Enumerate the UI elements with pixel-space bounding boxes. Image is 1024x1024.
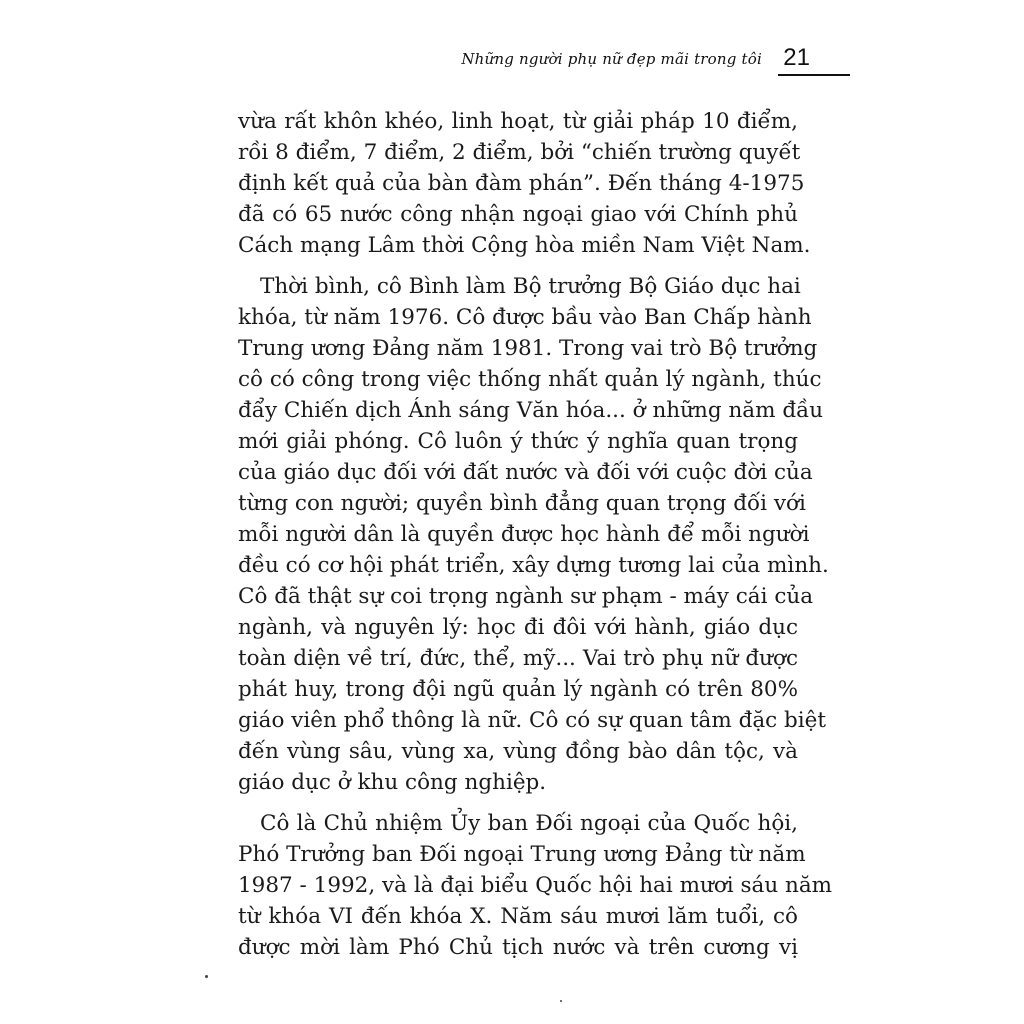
paragraph-spacer [238,798,798,808]
paragraph-2 [238,271,829,798]
text-line: Trung ương Đảng năm 1981. Trong vai trò Bộ trưởng [238,336,818,361]
text-line: 1987 - 1992, và là đại biểu Quốc hội hai mươi sáu năm [238,873,833,898]
text-line: toàn diện về trí, đức, thể, mỹ... Vai trò phụ nữ được [238,646,798,671]
text-line: được mời làm Phó Chủ tịch nước và trên cương vị [238,935,798,960]
text-line: mới giải phóng. Cô luôn ý thức ý nghĩa quan trọng [238,429,798,454]
running-header [461,44,850,76]
text-line: giáo viên phổ thông là nữ. Cô có sự quan tâm đặc biệt [238,708,827,733]
paragraph-spacer [238,261,798,271]
text-line: đã có 65 nước công nhận ngoại giao với Chính phủ [238,202,798,227]
paragraph-3 [238,808,833,963]
text-line: rồi 8 điểm, 7 điểm, 2 điểm, bởi “chiến trường quyết [238,140,801,165]
text-line: Cô đã thật sự coi trọng ngành sư phạm - máy cái của [238,584,814,609]
text-line: Cô là Chủ nhiệm Ủy ban Đối ngoại của Quốc hội, [260,811,798,836]
text-line: khóa, từ năm 1976. Cô được bầu vào Ban Chấp hành [238,305,812,330]
text-line: ngành, và nguyên lý: học đi đôi với hành, giáo dục [238,615,798,640]
text-line: đều có cơ hội phát triển, xây dựng tương lai của mình. [238,553,829,578]
text-line: vừa rất khôn khéo, linh hoạt, từ giải pháp 10 điểm, [238,109,798,134]
text-line: mỗi người dân là quyền được học hành để mỗi người [238,522,810,547]
text-line: đẩy Chiến dịch Ánh sáng Văn hóa... ở những năm đầu [238,398,824,423]
text-line: giáo dục ở khu công nghiệp. [238,770,547,795]
text-line: từ khóa VI đến khóa X. Năm sáu mươi lăm tuổi, cô [238,904,798,929]
text-line: Phó Trưởng ban Đối ngoại Trung ương Đảng từ năm [238,842,806,867]
page-number: 21 [783,44,810,71]
running-title: Những người phụ nữ đẹp mãi trong tôi [461,50,762,68]
text-line: định kết quả của bàn đàm phán”. Đến tháng 4-1975 [238,171,805,196]
text-line: từng con người; quyền bình đẳng quan trọng đối với [238,491,806,516]
text-line: của giáo dục đối với đất nước và đối với cuộc đời của [238,460,813,485]
body-text [238,106,833,963]
text-line: Thời bình, cô Bình làm Bộ trưởng Bộ Giáo dục hai [260,274,801,299]
text-line: Cách mạng Lâm thời Cộng hòa miền Nam Việt Nam. [238,233,811,258]
text-line: đến vùng sâu, vùng xa, vùng đồng bào dân tộc, và [238,739,798,764]
text-line: cô có công trong việc thống nhất quản lý ngành, thúc [238,367,822,392]
text-line: phát huy, trong đội ngũ quản lý ngành có trên 80% [238,677,798,702]
scan-speck [560,1000,562,1002]
header-rule [778,74,850,76]
paragraph-1 [238,106,811,261]
scan-speck [205,975,208,978]
